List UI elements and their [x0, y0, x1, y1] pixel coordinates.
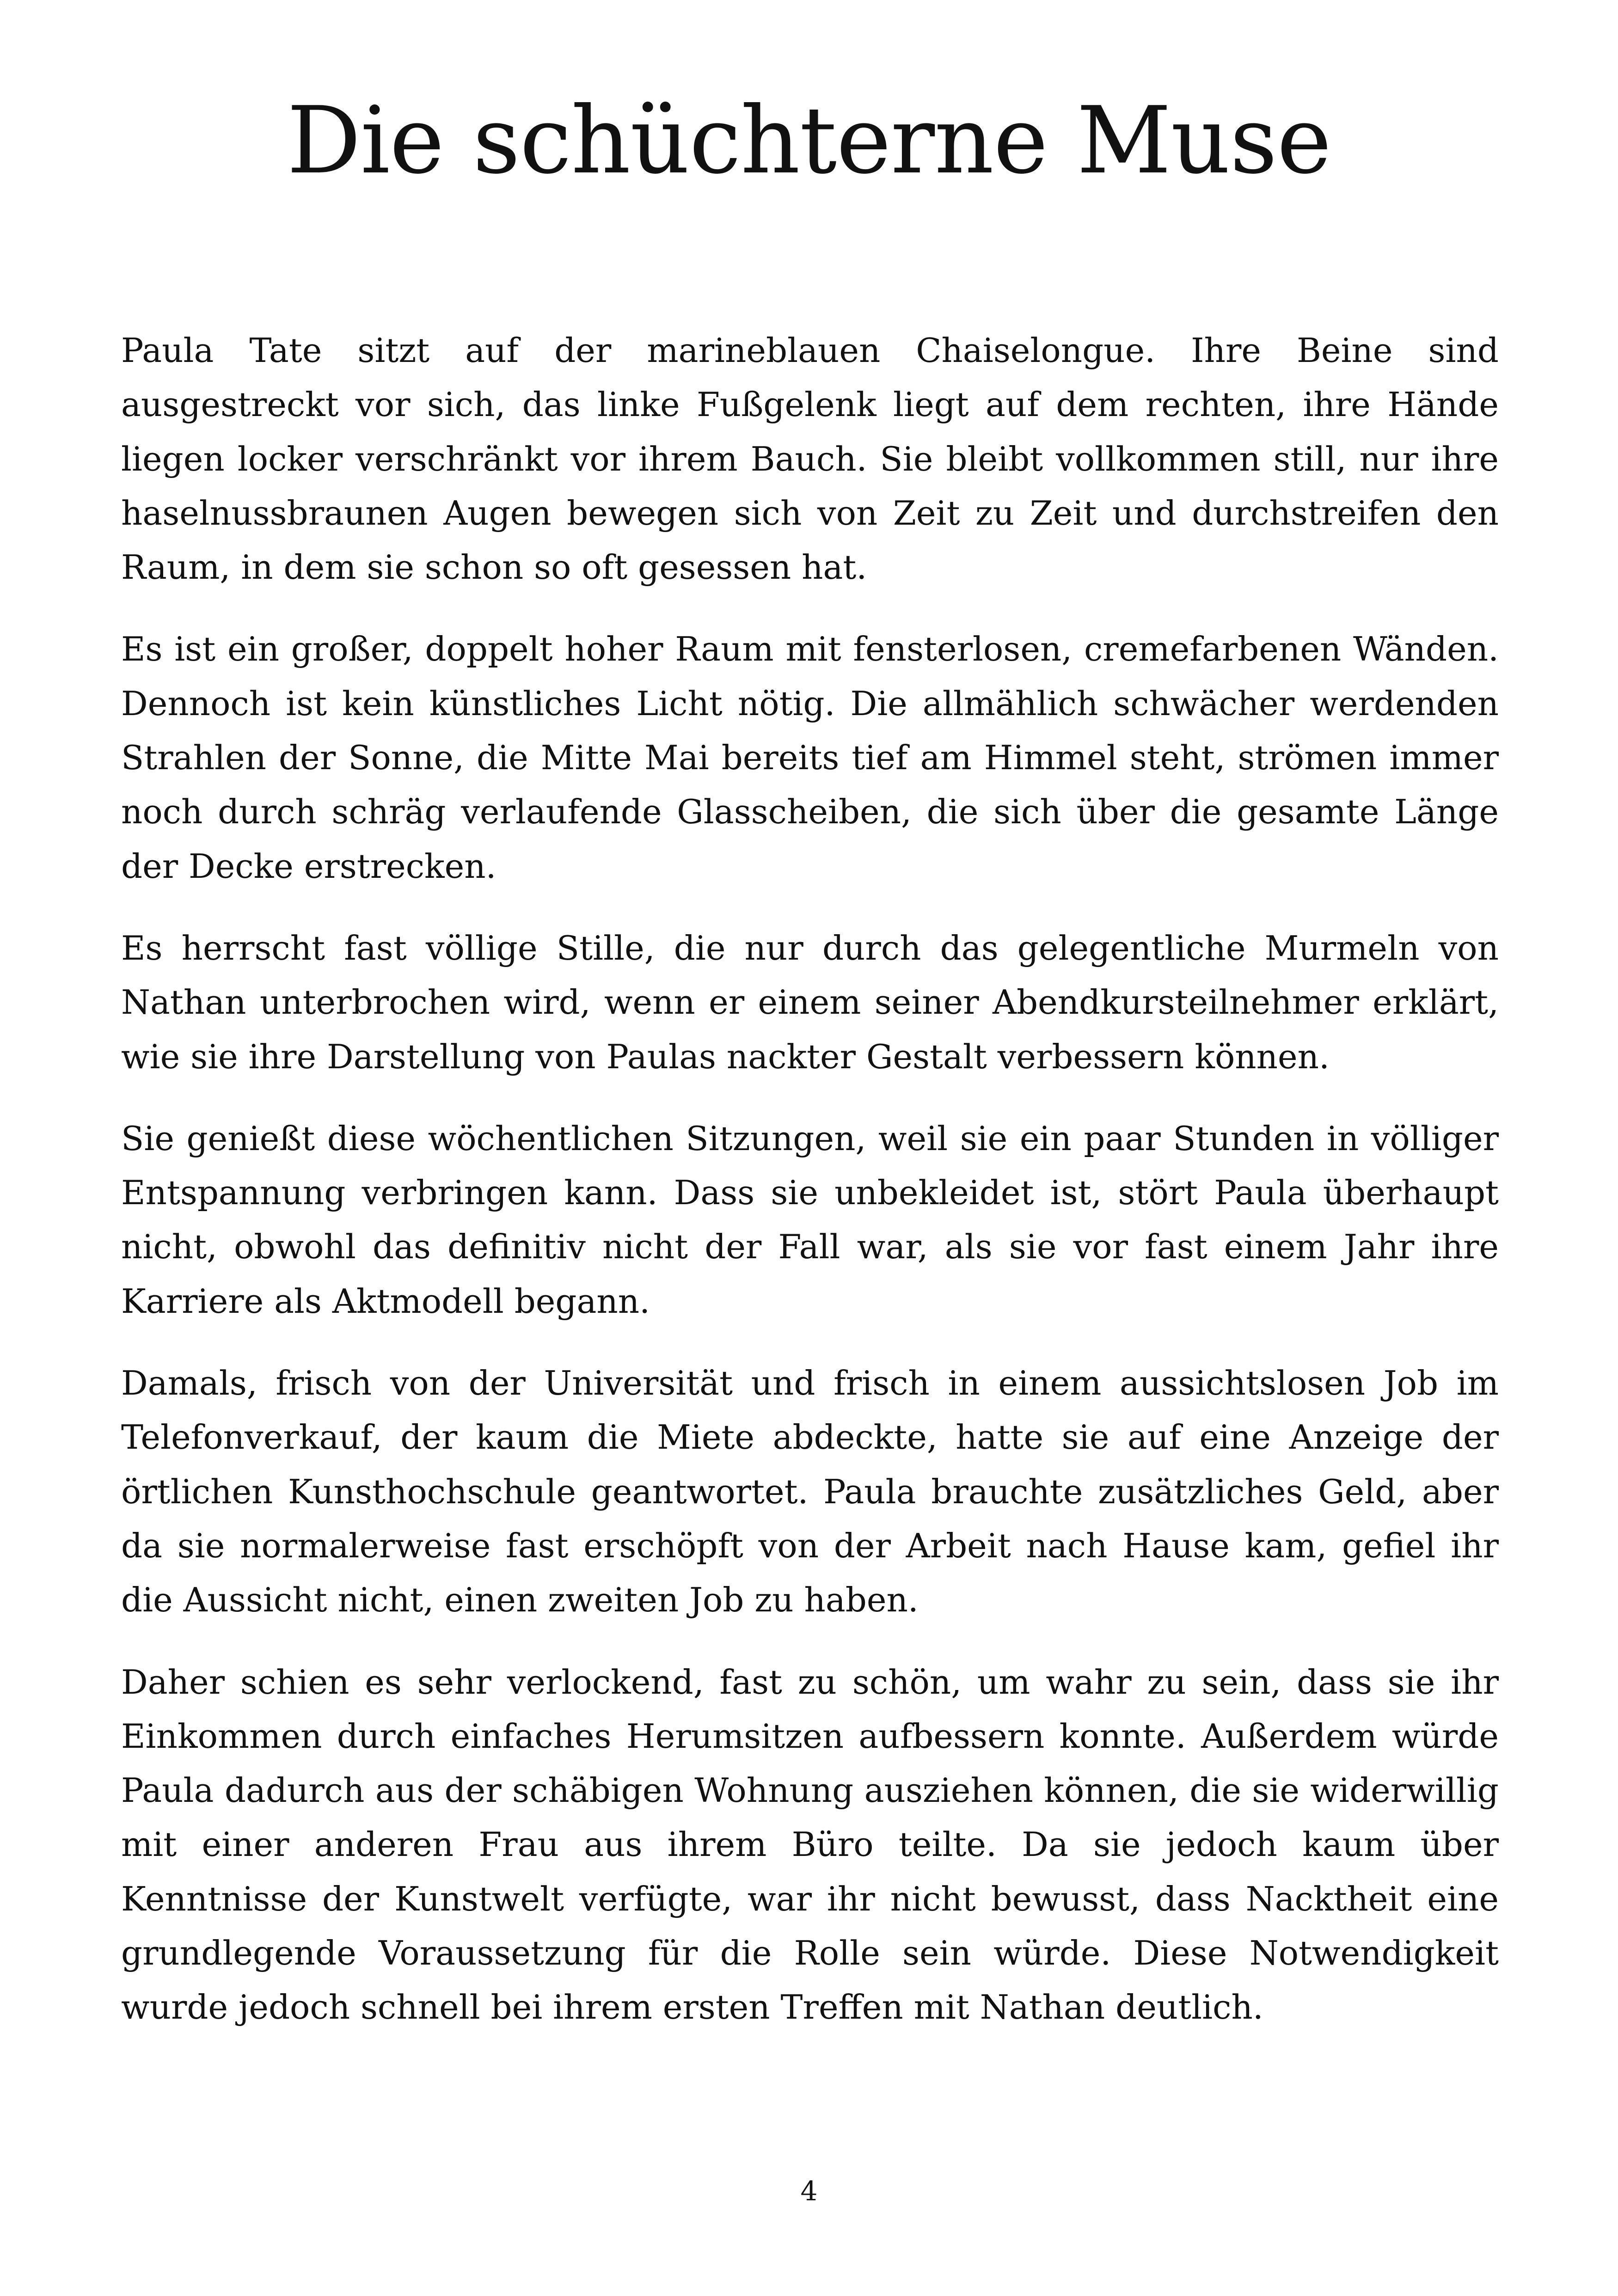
- body-text: [121, 324, 1499, 2063]
- paragraph-5: Damals, frisch von der Universität und frisch in einem aussichtslosen Job im Telefonverkauf, der kaum die Miete abdeckte, hatte sie auf eine Anzeige der örtlichen Kunsthochschule geantwortet. Paula brauchte zusätzliches Geld, aber da sie normalerweise fast erschöpft von der Arbeit nach Hause kam, gefiel ihr die Aussicht nicht, einen zweiten Job zu haben.: [121, 1364, 1499, 1620]
- page-title: Die schüchterne Muse: [287, 87, 1331, 195]
- paragraph-2: Es ist ein großer, doppelt hoher Raum mit fensterlosen, cremefarbenen Wänden. Dennoch ist kein künstliches Licht nötig. Die allmählich schwächer werdenden Strahlen der Sonne, die Mitte Mai bereits tief am Himmel steht, strömen immer noch durch schräg verlaufende Glasscheiben, die sich über die gesamte Länge der Decke erstrecken.: [121, 630, 1499, 886]
- page-number: 4: [800, 2175, 818, 2207]
- paragraph-3: Es herrscht fast völlige Stille, die nur durch das gelegentliche Murmeln von Nathan unterbrochen wird, wenn er einem seiner Abendkursteilnehmer erklärt, wie sie ihre Darstellung von Paulas nackter Gestalt verbessern können.: [121, 928, 1499, 1076]
- paragraph-6: Daher schien es sehr verlockend, fast zu schön, um wahr zu sein, dass sie ihr Einkommen durch einfaches Herumsitzen aufbessern konnte. Außerdem würde Paula dadurch aus der schäbigen Wohnung ausziehen können, die sie widerwillig mit einer anderen Frau aus ihrem Büro teilte. Da sie jedoch kaum über Kenntnisse der Kunstwelt verfügte, war ihr nicht bewusst, dass Nacktheit eine grundlegende Voraussetzung für die Rolle sein würde. Diese Notwendigkeit wurde jedoch schnell bei ihrem ersten Treffen mit Nathan deutlich.: [121, 1662, 1499, 2027]
- paragraph-1: Paula Tate sitzt auf der marineblauen Chaiselongue. Ihre Beine sind ausgestreckt vor sich, das linke Fußgelenk liegt auf dem rechten, ihre Hände liegen locker verschränkt vor ihrem Bauch. Sie bleibt vollkommen still, nur ihre haselnussbraunen Augen bewegen sich von Zeit zu Zeit und durchstreifen den Raum, in dem sie schon so oft gesessen hat.: [121, 331, 1499, 587]
- paragraph-4: Sie genießt diese wöchentlichen Sitzungen, weil sie ein paar Stunden in völliger Entspannung verbringen kann. Dass sie unbekleidet ist, stört Paula überhaupt nicht, obwohl das definitiv nicht der Fall war, als sie vor fast einem Jahr ihre Karriere als Aktmodell begann.: [121, 1119, 1499, 1321]
